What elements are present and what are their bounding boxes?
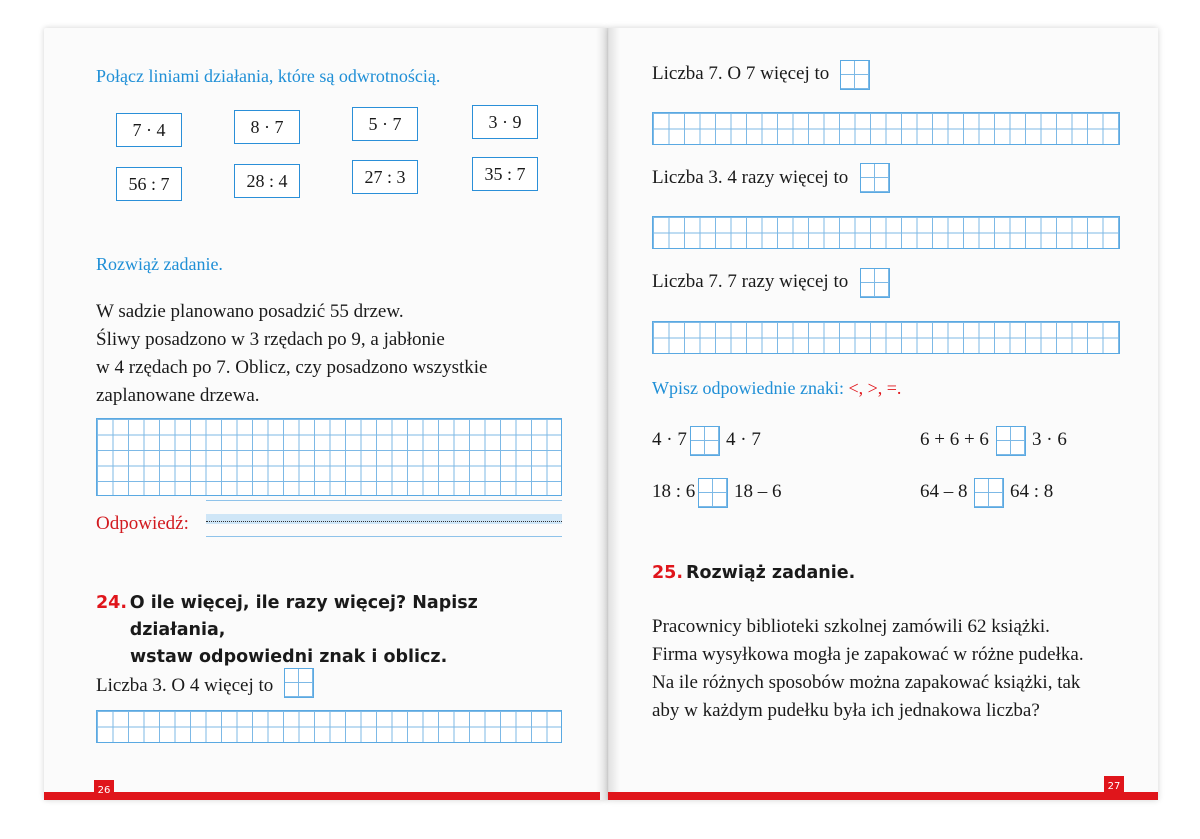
answer-cell-3[interactable] xyxy=(860,163,890,193)
comparison-2-left: 6 + 6 + 6 xyxy=(920,429,989,450)
problem-text-right xyxy=(652,613,1132,725)
task-25-title xyxy=(652,560,855,587)
signs-heading xyxy=(652,378,901,399)
task-24-title xyxy=(96,590,576,671)
problem-line: w 4 rzędach po 7. Oblicz, czy posadzono wszystkie xyxy=(96,357,488,378)
problem-line: Śliwy posadzono w 3 rzędach po 9, a jabłonie xyxy=(96,329,445,350)
signs-list: <, >, =. xyxy=(848,378,902,398)
answer-cell-1[interactable] xyxy=(284,668,314,698)
work-strip-4[interactable] xyxy=(652,321,1120,354)
comparison-3-right: 18 – 6 xyxy=(734,481,782,502)
expr-box-bottom-3: 27 : 3 xyxy=(352,160,418,194)
sign-cell-2[interactable] xyxy=(996,426,1026,456)
left-red-band xyxy=(44,792,600,800)
problem-line: Pracownicy biblioteki szkolnej zamówili 62 książki. xyxy=(652,616,1050,637)
right-red-band xyxy=(608,792,1158,800)
expr-box-bottom-4: 35 : 7 xyxy=(472,157,538,191)
work-strip-3[interactable] xyxy=(652,216,1120,249)
liczba-label-3: Liczba 3. 4 razy więcej to xyxy=(652,167,849,188)
answer-cell-4[interactable] xyxy=(860,268,890,298)
comparison-1-left: 4 · 7 xyxy=(652,429,687,450)
problem-line: W sadzie planowano posadzić 55 drzew. xyxy=(96,301,404,322)
expr-box-bottom-2: 28 : 4 xyxy=(234,164,300,198)
task-25-heading: Rozwiąż zadanie. xyxy=(686,563,856,583)
problem-line: zaplanowane drzewa. xyxy=(96,385,260,406)
task-24-number: 24. xyxy=(96,593,128,613)
page-number-right: 27 xyxy=(1104,776,1124,796)
problem-text-left xyxy=(96,298,566,410)
expr-box-top-4: 3 · 9 xyxy=(472,105,538,139)
heading-connect: Połącz liniami działania, które są odwrotnością. xyxy=(96,66,441,86)
work-strip-1[interactable] xyxy=(96,710,562,743)
problem-line: Firma wysyłkowa mogła je zapakować w różne pudełka. xyxy=(652,644,1084,665)
liczba-label-2: Liczba 7. O 7 więcej to xyxy=(652,63,830,84)
work-strip-2[interactable] xyxy=(652,112,1120,145)
comparison-4-left: 64 – 8 xyxy=(920,481,968,502)
task-24-line-2: wstaw odpowiedni znak i oblicz. xyxy=(130,647,448,667)
comparison-1-right: 4 · 7 xyxy=(726,429,761,450)
task-24-line-1: O ile więcej, ile razy więcej? Napisz działania, xyxy=(129,593,478,640)
page-number-left: 26 xyxy=(94,780,114,800)
comparison-2-right: 3 · 6 xyxy=(1032,429,1067,450)
answer-label: Odpowiedź: xyxy=(96,513,189,534)
answer-highlight xyxy=(206,514,562,524)
heading-solve: Rozwiąż zadanie. xyxy=(96,254,223,274)
answer-line-bottom xyxy=(206,536,562,537)
comparison-3-left: 18 : 6 xyxy=(652,481,696,502)
expr-box-bottom-1: 56 : 7 xyxy=(116,167,182,201)
sign-cell-1[interactable] xyxy=(690,426,720,456)
answer-dotted-line[interactable] xyxy=(206,521,562,522)
problem-line: aby w każdym pudełku była ich jednakowa liczba? xyxy=(652,700,1040,721)
problem-line: Na ile różnych sposobów można zapakować książki, tak xyxy=(652,672,1081,693)
book-gutter xyxy=(596,28,620,800)
expr-box-top-3: 5 · 7 xyxy=(352,107,418,141)
answer-cell-2[interactable] xyxy=(840,60,870,90)
liczba-label-1: Liczba 3. O 4 więcej to xyxy=(96,675,274,696)
expr-box-top-2: 8 · 7 xyxy=(234,110,300,144)
comparison-4-right: 64 : 8 xyxy=(1010,481,1054,502)
calc-grid-left[interactable] xyxy=(96,418,562,496)
sign-cell-3[interactable] xyxy=(698,478,728,508)
signs-heading-text: Wpisz odpowiednie znaki: xyxy=(652,378,844,398)
expr-box-top-1: 7 · 4 xyxy=(116,113,182,147)
liczba-label-4: Liczba 7. 7 razy więcej to xyxy=(652,271,849,292)
answer-line-top xyxy=(206,500,562,501)
sign-cell-4[interactable] xyxy=(974,478,1004,508)
task-25-number: 25. xyxy=(652,563,684,583)
